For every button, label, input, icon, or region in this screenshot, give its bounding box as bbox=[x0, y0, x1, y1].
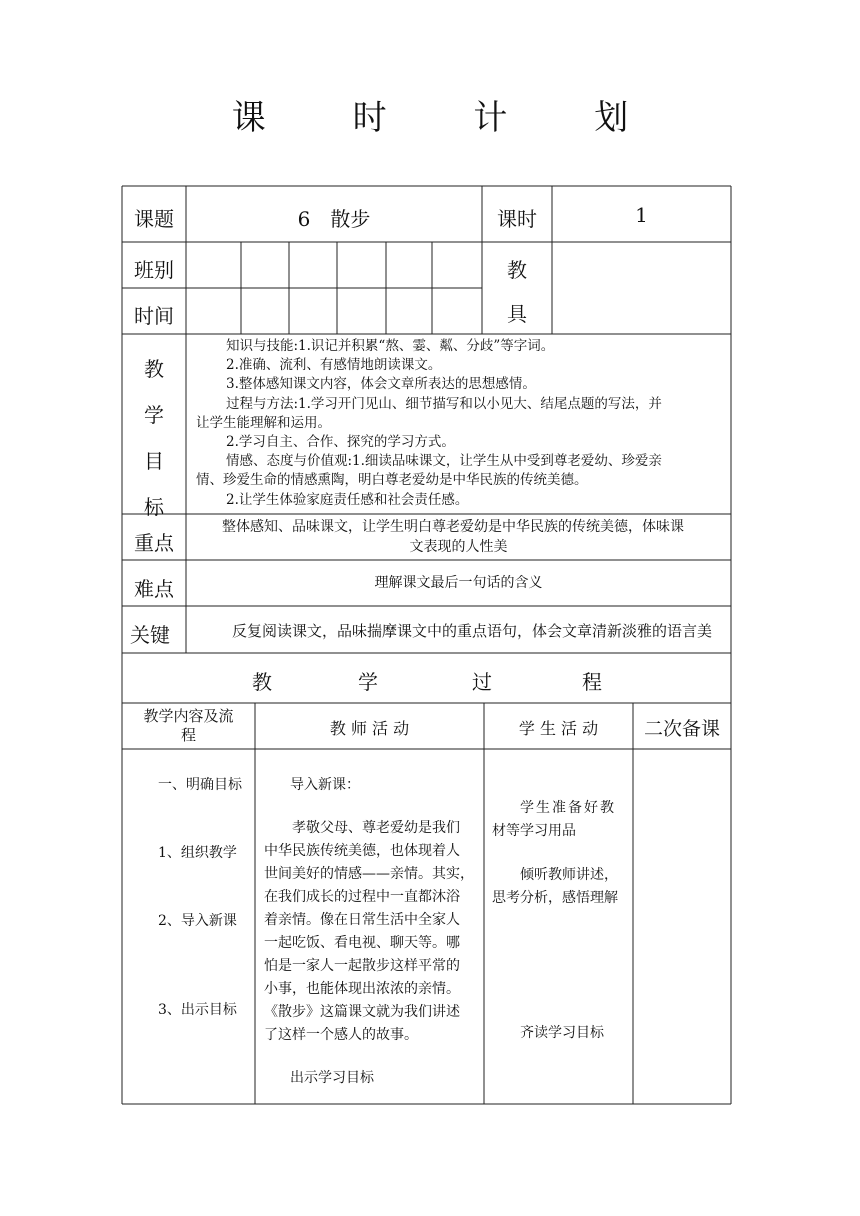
objectives-text bbox=[196, 337, 726, 510]
step-item: 3、出示目标 bbox=[158, 1002, 237, 1018]
teacher-line: 小事，也能体现出浓浓的亲情。 bbox=[264, 981, 460, 997]
objective-line: 情、珍爱生命的情感熏陶，明白尊老爱幼是中华民族的传统美德。 bbox=[196, 472, 588, 489]
objectives-label-char: 标 bbox=[144, 495, 164, 519]
page-title: 课 时 计 划 bbox=[231, 98, 667, 138]
column-student-header: 学 生 活 动 bbox=[518, 719, 599, 738]
process-heading-char: 程 bbox=[582, 670, 602, 694]
tools-label-bottom: 具 bbox=[507, 302, 527, 326]
teacher-narrative bbox=[264, 817, 479, 1047]
topic-value: 6 散步 bbox=[297, 207, 371, 231]
objectives-label-char: 教 bbox=[144, 357, 164, 381]
column-content-header bbox=[122, 707, 255, 745]
teacher-line: 中华民族传统美德，也体现着人 bbox=[264, 843, 460, 859]
teacher-line: 着亲情。像在日常生活中全家人 bbox=[264, 912, 460, 928]
objective-line: 2.学习自主、合作、探究的学习方式。 bbox=[226, 434, 455, 451]
objective-line: 3.整体感知课文内容，体会文章所表达的思想感情。 bbox=[226, 376, 536, 393]
objective-line: 过程与方法:1.学习开门见山、细节描写和以小见大、结尾点题的写法，并 bbox=[226, 395, 662, 412]
column-content-header-line: 教学内容及流 bbox=[143, 707, 234, 725]
objectives-label-char: 学 bbox=[144, 403, 164, 427]
process-heading-char: 学 bbox=[358, 670, 378, 694]
step-item: 2、导入新课 bbox=[158, 913, 237, 929]
key-points-line-2: 文表现的人性美 bbox=[409, 539, 508, 555]
teacher-intro: 导入新课： bbox=[290, 777, 360, 793]
time-label: 时间 bbox=[134, 304, 174, 328]
objective-line: 2.准确、流利、有感情地朗读课文。 bbox=[226, 357, 442, 374]
student-activity-1a: 学生准备好教 bbox=[520, 800, 616, 816]
crux-label: 关键 bbox=[130, 623, 170, 647]
teacher-line: 一起吃饭、看电视、聊天等。哪 bbox=[264, 935, 460, 951]
process-heading-char: 教 bbox=[252, 670, 272, 694]
objectives-label bbox=[122, 346, 186, 530]
step-item: 1、组织教学 bbox=[158, 845, 237, 861]
student-activity-2b: 思考分析，感悟理解 bbox=[492, 890, 618, 906]
tools-label-top: 教 bbox=[507, 258, 527, 282]
teacher-line: 怕是一家人一起散步这样平常的 bbox=[264, 958, 460, 974]
period-label: 课时 bbox=[497, 207, 537, 231]
objective-line: 2.让学生体验家庭责任感和社会责任感。 bbox=[226, 491, 469, 508]
objectives-label-char: 目 bbox=[144, 449, 164, 473]
column-teacher-header: 教 师 活 动 bbox=[329, 719, 410, 738]
teacher-line: 《散步》这篇课文就为我们讲述 bbox=[264, 1004, 460, 1020]
teacher-line: 在我们成长的过程中一直都沐浴 bbox=[264, 889, 460, 905]
key-points-label: 重点 bbox=[134, 531, 174, 555]
student-activity-1b: 材等学习用品 bbox=[492, 823, 576, 839]
objective-line: 让学生能理解和运用。 bbox=[196, 414, 331, 431]
column-second-header: 二次备课 bbox=[643, 718, 720, 740]
class-label: 班别 bbox=[134, 258, 174, 282]
objective-line: 知识与技能:1.识记并积累“熬、霎、粼、分歧”等字词。 bbox=[226, 338, 555, 354]
process-heading-char: 过 bbox=[472, 670, 492, 694]
column-content-header-line: 程 bbox=[180, 726, 196, 744]
teacher-line: 了这样一个感人的故事。 bbox=[264, 1027, 418, 1043]
objective-line: 情感、态度与价值观:1.细读品味课文，让学生从中受到尊老爱幼、珍爱亲 bbox=[226, 453, 662, 470]
period-value: 1 bbox=[635, 203, 648, 227]
key-points-line-1: 整体感知、品味课文，让学生明白尊老爱幼是中华民族的传统美德，体味课 bbox=[222, 519, 684, 535]
crux-value: 反复阅读课文，品味揣摩课文中的重点语句，体会文章清新淡雅的语言美 bbox=[232, 622, 713, 640]
difficulty-value: 理解课文最后一句话的含义 bbox=[374, 575, 543, 591]
student-activity-2a: 倾听教师讲述， bbox=[520, 867, 618, 883]
difficulty-label: 难点 bbox=[134, 577, 174, 601]
teacher-line: 孝敬父母、尊老爱幼是我们 bbox=[292, 820, 460, 836]
teacher-show-goals: 出示学习目标 bbox=[290, 1070, 374, 1086]
student-activity-3: 齐读学习目标 bbox=[520, 1025, 604, 1041]
step-item: 一、明确目标 bbox=[158, 777, 242, 793]
teacher-line: 世间美好的情感——亲情。其实， bbox=[264, 866, 474, 882]
topic-label: 课题 bbox=[134, 207, 174, 231]
